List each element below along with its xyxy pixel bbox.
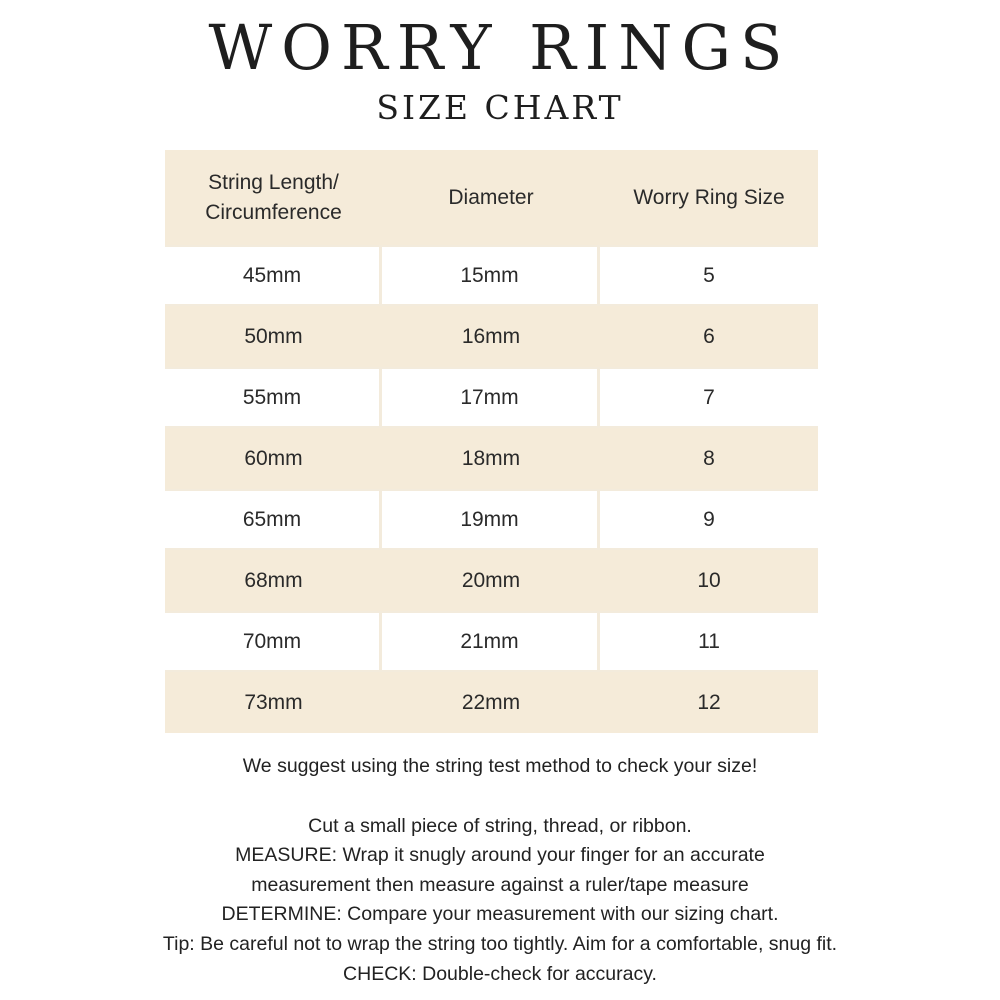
cell-string-length: 70mm	[165, 613, 382, 670]
cell-diameter: 18mm	[382, 428, 600, 489]
page-title: WORRY RINGS	[208, 11, 792, 84]
cell-ring-size: 10	[600, 550, 818, 611]
cell-diameter: 22mm	[382, 672, 600, 733]
header-diameter	[382, 150, 600, 245]
table-header-row	[165, 150, 818, 245]
cell-string-length: 65mm	[165, 491, 382, 548]
cell-diameter: 20mm	[382, 550, 600, 611]
cell-string-length: 45mm	[165, 247, 382, 304]
suggestion-text: We suggest using the string test method to check your size!	[242, 755, 758, 777]
table-row	[165, 428, 818, 489]
cell-string-length: 68mm	[165, 550, 382, 611]
cell-diameter: 17mm	[382, 369, 600, 426]
header-string-length	[165, 150, 382, 245]
spacer	[0, 782, 1000, 812]
instruction-line: CHECK: Double-check for accuracy.	[343, 962, 657, 985]
cell-diameter: 16mm	[382, 306, 600, 367]
cell-string-length: 73mm	[165, 672, 382, 733]
cell-ring-size: 5	[600, 247, 818, 304]
cell-diameter: 21mm	[382, 613, 600, 670]
table-row	[165, 489, 818, 550]
cell-ring-size: 7	[600, 369, 818, 426]
cell-ring-size: 11	[600, 613, 818, 670]
cell-string-length: 55mm	[165, 369, 382, 426]
instruction-line: measurement then measure against a ruler/tape measure	[251, 873, 749, 896]
cell-string-length: 60mm	[165, 428, 382, 489]
table-row	[165, 245, 818, 306]
sizing-instructions	[0, 752, 1000, 989]
cell-ring-size: 8	[600, 428, 818, 489]
instruction-line: Cut a small piece of string, thread, or ribbon.	[308, 814, 692, 837]
cell-ring-size: 9	[600, 491, 818, 548]
cell-diameter: 15mm	[382, 247, 600, 304]
instruction-line: DETERMINE: Compare your measurement with our sizing chart.	[221, 903, 779, 926]
header-ring-size	[600, 150, 818, 245]
instruction-line: Tip: Be careful not to wrap the string too tightly. Aim for a comfortable, snug fit.	[162, 932, 838, 955]
table-row	[165, 367, 818, 428]
cell-string-length: 50mm	[165, 306, 382, 367]
cell-ring-size: 12	[600, 672, 818, 733]
header-diameter-label: Diameter	[448, 185, 534, 209]
header-ring-size-label: Worry Ring Size	[633, 185, 785, 209]
table-row	[165, 550, 818, 611]
page-subtitle: SIZE CHART	[376, 88, 624, 127]
table-row	[165, 672, 818, 733]
table-row	[165, 306, 818, 367]
table-row	[165, 611, 818, 672]
size-chart-table	[165, 150, 818, 733]
cell-diameter: 19mm	[382, 491, 600, 548]
header-string-length-label: String Length/ Circumference	[205, 170, 342, 224]
instruction-line: MEASURE: Wrap it snugly around your finger for an accurate	[235, 844, 765, 867]
cell-ring-size: 6	[600, 306, 818, 367]
